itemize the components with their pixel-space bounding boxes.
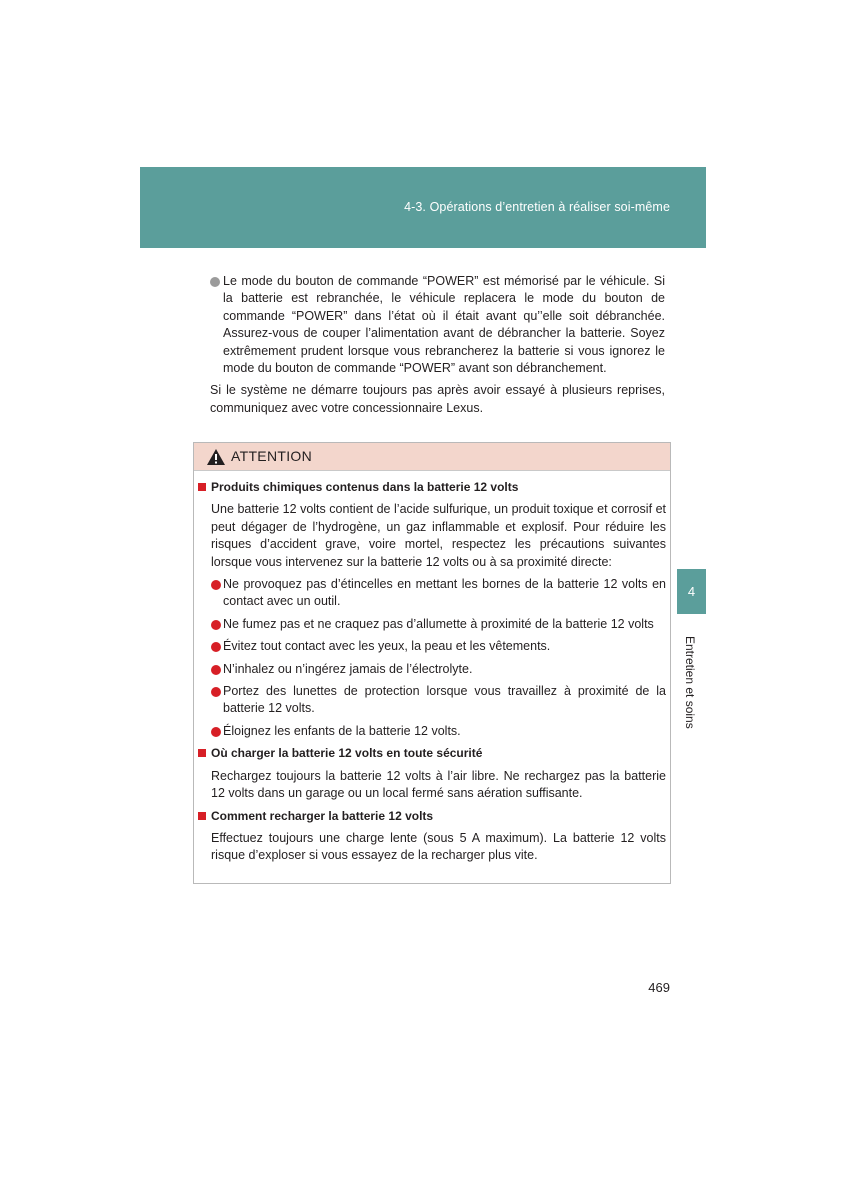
red-square-icon [198, 812, 206, 820]
list-item [198, 616, 666, 633]
intro-section [210, 273, 665, 417]
list-item-text: Ne fumez pas et ne craquez pas d’allumette à proximité de la batterie 12 volts [223, 616, 654, 631]
list-item [198, 638, 666, 655]
list-item-text: Ne provoquez pas d’étincelles en mettant les bornes de la batterie 12 volts en contact avec un outil. [223, 577, 666, 609]
section-heading-text: Où charger la batterie 12 volts en toute sécurité [211, 746, 483, 761]
gray-bullet-icon [210, 277, 220, 287]
red-square-icon [198, 483, 206, 491]
section-heading-chemicals [198, 479, 666, 496]
page-number: 469 [648, 980, 670, 995]
list-item-text: Évitez tout contact avec les yeux, la peau et les vêtements. [223, 639, 551, 654]
chapter-header-band [140, 167, 706, 248]
red-bullet-icon [211, 642, 221, 652]
section-heading-text: Comment recharger la batterie 12 volts [211, 808, 434, 823]
caution-box [193, 442, 671, 884]
intro-bullet-text: Le mode du bouton de commande “POWER” est mémorisé par le véhicule. Si la batterie est rebranchée, le véhicule replacera le mode du bouton de commande “POWER” dans l’état où il était avant qu’’elle soit débranchée. Assurez-vous de couper l’alimentation avant de débrancher la batterie. Soyez extrêmement prudent lorsque vous rebrancherez la batterie si vous ignorez le mode du bouton de commande “POWER” avant son débranchement. [223, 274, 665, 376]
caution-header [194, 443, 670, 471]
section-heading-text: Produits chimiques contenus dans la batterie 12 volts [211, 480, 519, 494]
section-heading-where-to-charge [198, 745, 666, 762]
list-item-text: Éloignez les enfants de la batterie 12 volts. [223, 723, 461, 738]
red-bullet-icon [211, 580, 221, 590]
red-bullet-icon [211, 687, 221, 697]
section-heading-how-to-charge [198, 808, 666, 825]
list-item-text: N’inhalez ou n’ingérez jamais de l’électrolyte. [223, 661, 473, 676]
chemicals-paragraph: Une batterie 12 volts contient de l’acide sulfurique, un produit toxique et corrosif et peut dégager de l’hydrogène, un gaz inflammable et explosif. Pour réduire les risques d’accident grave, voire mortel, respectez les précautions suivantes lorsque vous intervenez sur la batterie 12 volts ou à sa proximité directe: [211, 502, 666, 569]
red-bullet-icon [211, 665, 221, 675]
section-title: 4-3. Opérations d’entretien à réaliser soi-même [404, 200, 670, 214]
chapter-tab [677, 569, 706, 614]
red-bullet-icon [211, 727, 221, 737]
red-bullet-icon [211, 620, 221, 630]
red-square-icon [198, 749, 206, 757]
where-to-charge-paragraph: Rechargez toujours la batterie 12 volts à l’air libre. Ne rechargez pas la batterie 12 volts dans un garage ou un local fermé sans aération suffisante. [211, 768, 666, 801]
intro-bullet-item [210, 273, 665, 377]
list-item [198, 723, 666, 740]
list-item [198, 576, 666, 611]
list-item [198, 661, 666, 678]
list-item-text: Portez des lunettes de protection lorsque vous travaillez à proximité de la batterie 12 volts. [223, 684, 666, 716]
intro-note: Si le système ne démarre toujours pas après avoir essayé à plusieurs reprises, communiquez avec votre concessionnaire Lexus. [210, 383, 665, 415]
how-to-charge-paragraph: Effectuez toujours une charge lente (sous 5 A maximum). La batterie 12 volts risque d’exploser si vous essayez de la recharger plus vite. [211, 830, 666, 863]
warning-triangle-icon [206, 448, 226, 466]
list-item [198, 683, 666, 718]
chapter-label: Entretien et soins [683, 636, 697, 729]
caution-title: ATTENTION [231, 448, 312, 464]
chapter-number: 4 [687, 584, 696, 599]
caution-body [198, 479, 666, 870]
